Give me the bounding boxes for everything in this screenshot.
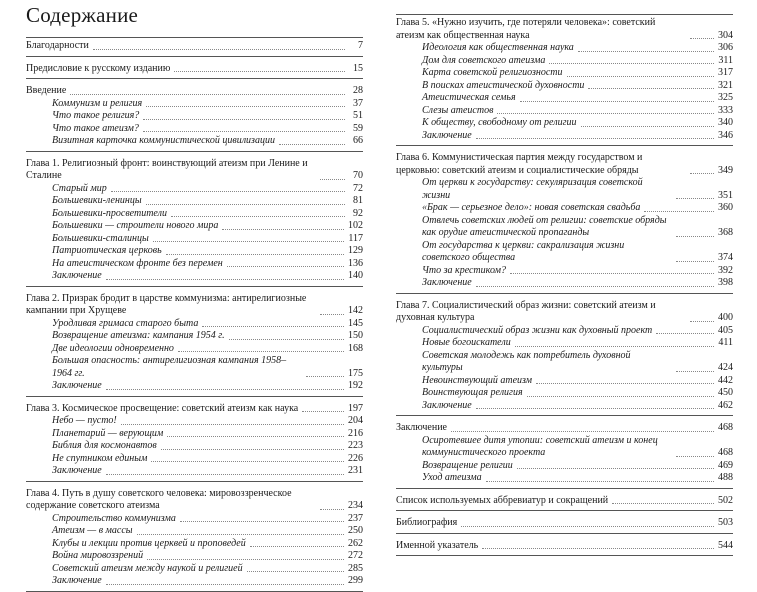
toc-chapter-entry[interactable] (26, 158, 363, 183)
toc-subentry[interactable] (26, 110, 363, 123)
page-number: 304 (718, 29, 733, 41)
dot-leader (166, 253, 344, 255)
dot-leader (612, 502, 714, 504)
toc-subentry[interactable] (396, 130, 733, 143)
entry-title: Глава 5. «Нужно изучить, где потеряли человека»: советский атеизм как общественная наука (396, 17, 656, 41)
toc-subentry[interactable] (26, 318, 363, 331)
page-number: 317 (718, 67, 733, 78)
toc-subentry[interactable] (26, 453, 363, 466)
entry-title: Уродливая гримаса старого быта (52, 317, 199, 329)
entry-title: Клубы и лекции против церквей и проповедей (52, 537, 246, 549)
toc-section (396, 152, 733, 294)
dot-leader (676, 197, 714, 199)
toc-subentry[interactable] (26, 355, 363, 380)
page-number: 140 (348, 270, 363, 281)
toc-subentry[interactable] (26, 440, 363, 453)
dot-leader (106, 473, 344, 475)
page-number: 450 (718, 387, 733, 398)
entry-title: Атеистическая семья (422, 92, 516, 103)
toc-chapter-entry[interactable] (26, 488, 363, 513)
dot-leader (146, 105, 345, 107)
toc-subentry[interactable] (396, 277, 733, 290)
toc-right-column (396, 0, 733, 556)
page-number: 216 (348, 427, 363, 439)
entry-title: Большевики-сталинцы (52, 232, 149, 244)
page-number: 468 (718, 447, 733, 458)
page-number: 226 (348, 452, 363, 464)
entry-title: Заключение (52, 270, 102, 281)
entry-title: Война мировоззрений (52, 550, 144, 561)
page-number: 223 (348, 440, 363, 451)
dot-leader (146, 203, 345, 205)
toc-subentry[interactable] (26, 513, 363, 526)
toc-subentry[interactable] (396, 337, 733, 350)
page-number: 349 (718, 164, 733, 176)
dot-leader (202, 325, 344, 327)
toc-chapter-entry[interactable] (396, 422, 733, 435)
dot-leader (476, 285, 714, 287)
page-number: 424 (718, 362, 733, 373)
entry-title: Глава 7. Социалистический образ жизни: советский атеизм и духовная культура (396, 299, 656, 323)
toc-chapter-entry[interactable] (26, 40, 363, 53)
dot-leader (302, 410, 344, 412)
entry-title: Воинствующая религия (422, 387, 523, 398)
toc-section (396, 422, 733, 489)
toc-chapter-entry[interactable] (26, 403, 363, 416)
toc-subentry[interactable] (396, 375, 733, 388)
page-number: 502 (718, 494, 733, 506)
entry-title: На атеистическом фронте без перемен (52, 257, 223, 269)
page-number: 392 (718, 264, 733, 276)
page-number: 59 (353, 122, 363, 134)
toc-subentry[interactable] (26, 135, 363, 148)
entry-title: Заключение (422, 277, 472, 288)
page-number: 503 (718, 517, 733, 528)
entry-title: Заключение (422, 129, 472, 141)
dot-leader (70, 93, 345, 95)
entry-title: Социалистический образ жизни как духовный проект (422, 324, 653, 336)
page-number: 411 (718, 337, 733, 348)
page-number: 102 (348, 220, 363, 231)
page-number: 117 (348, 232, 363, 244)
toc-subentry[interactable] (396, 92, 733, 105)
entry-title: Небо — пусто! (52, 415, 117, 426)
dot-leader (171, 215, 345, 217)
toc-subentry[interactable] (26, 538, 363, 551)
toc-chapter-entry[interactable] (396, 300, 733, 325)
entry-title: Глава 3. Космическое просвещение: советский атеизм как наука (26, 402, 299, 414)
dot-leader (567, 75, 715, 77)
dot-leader (279, 143, 345, 145)
toc-chapter-entry[interactable] (396, 152, 733, 177)
toc-section (396, 540, 733, 557)
toc-subentry[interactable] (396, 67, 733, 80)
toc-subentry[interactable] (26, 330, 363, 343)
dot-leader (106, 278, 344, 280)
entry-title: Визитная карточка коммунистической цивилизации (52, 135, 275, 146)
page-number: 351 (718, 189, 733, 201)
page-number: 204 (348, 415, 363, 426)
entry-title: Атеизм — в массы (52, 525, 133, 536)
toc-subentry[interactable] (396, 435, 733, 460)
toc-subentry[interactable] (26, 195, 363, 208)
dot-leader (549, 62, 714, 64)
entry-title: Заключение (52, 575, 102, 586)
entry-title: Не спутником единым (52, 452, 148, 464)
entry-title: Библия для космонавтов (52, 440, 157, 451)
dot-leader (227, 265, 344, 267)
page-number: 15 (353, 62, 363, 74)
toc-chapter-entry[interactable] (396, 495, 733, 508)
toc-subentry[interactable] (26, 428, 363, 441)
dot-leader (111, 190, 345, 192)
entry-title: Большевики-просветители (52, 207, 167, 219)
dot-leader (320, 508, 344, 510)
page-number: 374 (718, 252, 733, 263)
page-number: 234 (348, 500, 363, 511)
dot-leader (486, 480, 714, 482)
entry-title: Возвращение атеизма: кампания 1954 г. (52, 330, 225, 341)
page-number: 81 (353, 195, 363, 206)
toc-chapter-entry[interactable] (396, 517, 733, 530)
toc-section (26, 37, 363, 57)
entry-title: Коммунизм и религия (52, 97, 143, 109)
toc-subentry[interactable] (26, 415, 363, 428)
page-number: 92 (353, 207, 363, 219)
toc-subentry[interactable] (26, 550, 363, 563)
entry-title: Невоинствующий атеизм (422, 374, 533, 386)
dot-leader (644, 210, 714, 212)
entry-title: Глава 2. Призрак бродит в царстве коммунизма: антирелигиозные кампании при Хрущеве (26, 292, 307, 316)
toc-section (26, 488, 363, 592)
entry-title: От церкви к государству: секуляризация советской жизни (422, 177, 643, 201)
page-number: 231 (348, 465, 363, 476)
page-number: 405 (718, 324, 733, 336)
dot-leader (510, 272, 714, 274)
page-number: 66 (353, 135, 363, 146)
toc-chapter-entry[interactable] (396, 17, 733, 42)
page-number: 442 (718, 374, 733, 386)
toc-section (26, 158, 363, 287)
entry-title: В поисках атеистической духовности (422, 79, 585, 91)
toc-subentry[interactable] (396, 55, 733, 68)
page-number: 346 (718, 129, 733, 141)
entry-title: Старый мир (52, 182, 107, 194)
page-number: 468 (718, 422, 733, 433)
dot-leader (676, 370, 714, 372)
entry-title: Библиография (396, 517, 458, 528)
dot-leader (461, 525, 714, 527)
page-number: 544 (718, 539, 733, 551)
dot-leader (180, 520, 344, 522)
dot-leader (174, 70, 345, 72)
toc-subentry[interactable] (26, 380, 363, 393)
entry-title: Слезы атеистов (422, 104, 494, 116)
toc-subentry[interactable] (26, 98, 363, 111)
toc-subentry[interactable] (396, 325, 733, 338)
page-title: Содержание (26, 3, 139, 27)
dot-leader (222, 228, 344, 230)
dot-leader (320, 178, 345, 180)
page-number: 398 (718, 277, 733, 288)
dot-leader (153, 240, 345, 242)
dot-leader (690, 172, 714, 174)
toc-subentry[interactable] (396, 202, 733, 215)
toc-section (396, 517, 733, 534)
entry-title: Большевики-ленинцы (52, 195, 142, 206)
dot-leader (690, 320, 714, 322)
entry-title: Советский атеизм между наукой и религией (52, 562, 243, 574)
dot-leader (93, 48, 345, 50)
toc-section (396, 14, 733, 146)
page-number: 306 (718, 42, 733, 53)
toc-chapter-entry[interactable] (26, 293, 363, 318)
page-number: 462 (718, 399, 733, 411)
entry-title: Карта советской религиозности (422, 67, 563, 78)
entry-title: Патриотическая церковь (52, 245, 162, 256)
page-number: 325 (718, 92, 733, 103)
page-number: 340 (718, 117, 733, 128)
entry-title: Благодарности (26, 40, 89, 51)
page-number: 37 (353, 97, 363, 109)
dot-leader (520, 100, 714, 102)
dot-leader (536, 382, 714, 384)
toc-subentry[interactable] (396, 240, 733, 265)
entry-title: Две идеологии одновременно (52, 342, 174, 354)
toc-subentry[interactable] (396, 350, 733, 375)
page-number: 129 (348, 245, 363, 256)
entry-title: Уход атеизма (422, 472, 482, 483)
page-number: 150 (348, 330, 363, 341)
dot-leader (178, 350, 344, 352)
toc-subentry[interactable] (396, 177, 733, 202)
entry-title: Осиротевшее дитя утопии: советский атеизм и конец коммунистического проекта (422, 434, 658, 458)
dot-leader (476, 137, 714, 139)
toc-subentry[interactable] (396, 215, 733, 240)
entry-title: Отвлечь советских людей от религии: советские обряды как орудие атеистической пропаганды (422, 214, 667, 238)
entry-title: Строительство коммунизма (52, 512, 176, 524)
entry-title: Предисловие к русскому изданию (26, 62, 171, 74)
dot-leader (676, 455, 714, 457)
entry-title: Глава 1. Религиозный фронт: воинствующий атеизм при Ленине и Сталине (26, 157, 308, 181)
toc-subentry[interactable] (26, 563, 363, 576)
entry-title: Дом для советского атеизма (422, 54, 546, 66)
dot-leader (588, 87, 714, 89)
dot-leader (147, 558, 344, 560)
dot-leader (106, 583, 344, 585)
entry-title: Заключение (52, 380, 102, 391)
page-number: 145 (348, 317, 363, 329)
toc-subentry[interactable] (26, 465, 363, 478)
page-number: 469 (718, 459, 733, 471)
dot-leader (581, 125, 715, 127)
dot-leader (476, 407, 714, 409)
dot-leader (515, 345, 715, 347)
entry-title: Планетарий — верующим (52, 427, 164, 439)
dot-leader (106, 388, 344, 390)
toc-subentry[interactable] (396, 460, 733, 473)
toc-section (396, 300, 733, 417)
toc-subentry[interactable] (396, 265, 733, 278)
page-number: 72 (353, 182, 363, 194)
dot-leader (121, 423, 344, 425)
page-number: 136 (348, 257, 363, 269)
entry-title: К обществу, свободному от религии (422, 117, 577, 128)
entry-title: Заключение (422, 399, 472, 411)
toc-chapter-entry[interactable] (396, 540, 733, 553)
entry-title: Большая опасность: антирелигиозная кампания 1958–1964 гг. (52, 355, 287, 379)
toc-subentry[interactable] (26, 575, 363, 588)
entry-title: Список используемых аббревиатур и сокращений (396, 494, 609, 506)
toc-subentry[interactable] (26, 525, 363, 538)
entry-title: Что такое религия? (52, 110, 140, 121)
page-number: 262 (348, 537, 363, 549)
entry-title: Заключение (52, 465, 102, 476)
entry-title: Введение (26, 85, 67, 96)
toc-subentry[interactable] (396, 400, 733, 413)
dot-leader (676, 235, 714, 237)
toc-chapter-entry[interactable] (26, 63, 363, 76)
page-number: 360 (718, 202, 733, 213)
dot-leader (161, 448, 344, 450)
dot-leader (143, 118, 345, 120)
page-number: 321 (718, 79, 733, 91)
toc-subentry[interactable] (396, 117, 733, 130)
entry-title: Что такое атеизм? (52, 122, 139, 134)
page-number: 7 (358, 40, 363, 51)
page-number: 51 (353, 110, 363, 121)
toc-section (26, 293, 363, 397)
dot-leader (143, 130, 345, 132)
dot-leader (167, 435, 344, 437)
toc-subentry[interactable] (26, 183, 363, 196)
page-number: 368 (718, 227, 733, 238)
toc-subentry[interactable] (396, 105, 733, 118)
toc-subentry[interactable] (396, 472, 733, 485)
page-number: 28 (353, 85, 363, 96)
page-number: 272 (348, 550, 363, 561)
page-number: 299 (348, 575, 363, 586)
dot-leader (306, 375, 344, 377)
toc-section (396, 495, 733, 512)
entry-title: Возвращение религии (422, 459, 513, 471)
page-number: 142 (348, 305, 363, 316)
dot-leader (690, 37, 714, 39)
entry-title: Идеология как общественная наука (422, 42, 574, 53)
page-number: 70 (353, 170, 363, 181)
entry-title: Заключение (396, 422, 447, 433)
dot-leader (151, 460, 344, 462)
entry-title: Глава 6. Коммунистическая партия между государством и церковью: советский атеизм и социалистические обряды (396, 152, 643, 176)
page-number: 333 (718, 104, 733, 116)
dot-leader (578, 50, 714, 52)
toc-subentry[interactable] (26, 258, 363, 271)
dot-leader (137, 533, 344, 535)
toc-subentry[interactable] (396, 387, 733, 400)
page-number: 400 (718, 312, 733, 323)
page-number: 311 (718, 54, 733, 66)
dot-leader (482, 547, 714, 549)
dot-leader (497, 112, 714, 114)
dot-leader (676, 260, 714, 262)
toc-left-column (26, 0, 363, 592)
entry-title: Что за крестиком? (422, 264, 506, 276)
page-number: 488 (718, 472, 733, 483)
toc-subentry[interactable] (26, 208, 363, 221)
dot-leader (656, 332, 714, 334)
toc-subentry[interactable] (396, 42, 733, 55)
toc-subentry[interactable] (26, 343, 363, 356)
toc-subentry[interactable] (26, 220, 363, 233)
toc-section (26, 403, 363, 482)
page-number: 237 (348, 512, 363, 524)
dot-leader (527, 395, 714, 397)
entry-title: Новые богоискатели (422, 337, 511, 348)
toc-section (26, 85, 363, 152)
entry-title: От государства к церкви: сакрализация жизни советского общества (422, 239, 625, 263)
entry-title: Именной указатель (396, 539, 479, 551)
dot-leader (247, 570, 344, 572)
dot-leader (320, 313, 344, 315)
dot-leader (517, 467, 714, 469)
entry-title: Глава 4. Путь в душу советского человека: мировоззренческое содержание советского атеизма (26, 487, 292, 511)
page-number: 175 (348, 367, 363, 379)
dot-leader (451, 430, 714, 432)
toc-chapter-entry[interactable] (26, 85, 363, 98)
toc-section (26, 63, 363, 80)
dot-leader (250, 545, 344, 547)
page-number: 250 (348, 525, 363, 536)
dot-leader (229, 338, 344, 340)
entry-title: Советская молодежь как потребитель духовной культуры (422, 349, 631, 373)
page-number: 168 (348, 342, 363, 354)
page-number: 285 (348, 562, 363, 574)
entry-title: Большевики — строители нового мира (52, 220, 219, 231)
page-number: 192 (348, 380, 363, 391)
toc-subentry[interactable] (26, 233, 363, 246)
toc-subentry[interactable] (26, 270, 363, 283)
toc-subentry[interactable] (26, 123, 363, 136)
toc-subentry[interactable] (26, 245, 363, 258)
page-number: 197 (348, 402, 363, 414)
toc-subentry[interactable] (396, 80, 733, 93)
entry-title: «Брак — серьезное дело»: новая советская свадьба (422, 202, 641, 213)
